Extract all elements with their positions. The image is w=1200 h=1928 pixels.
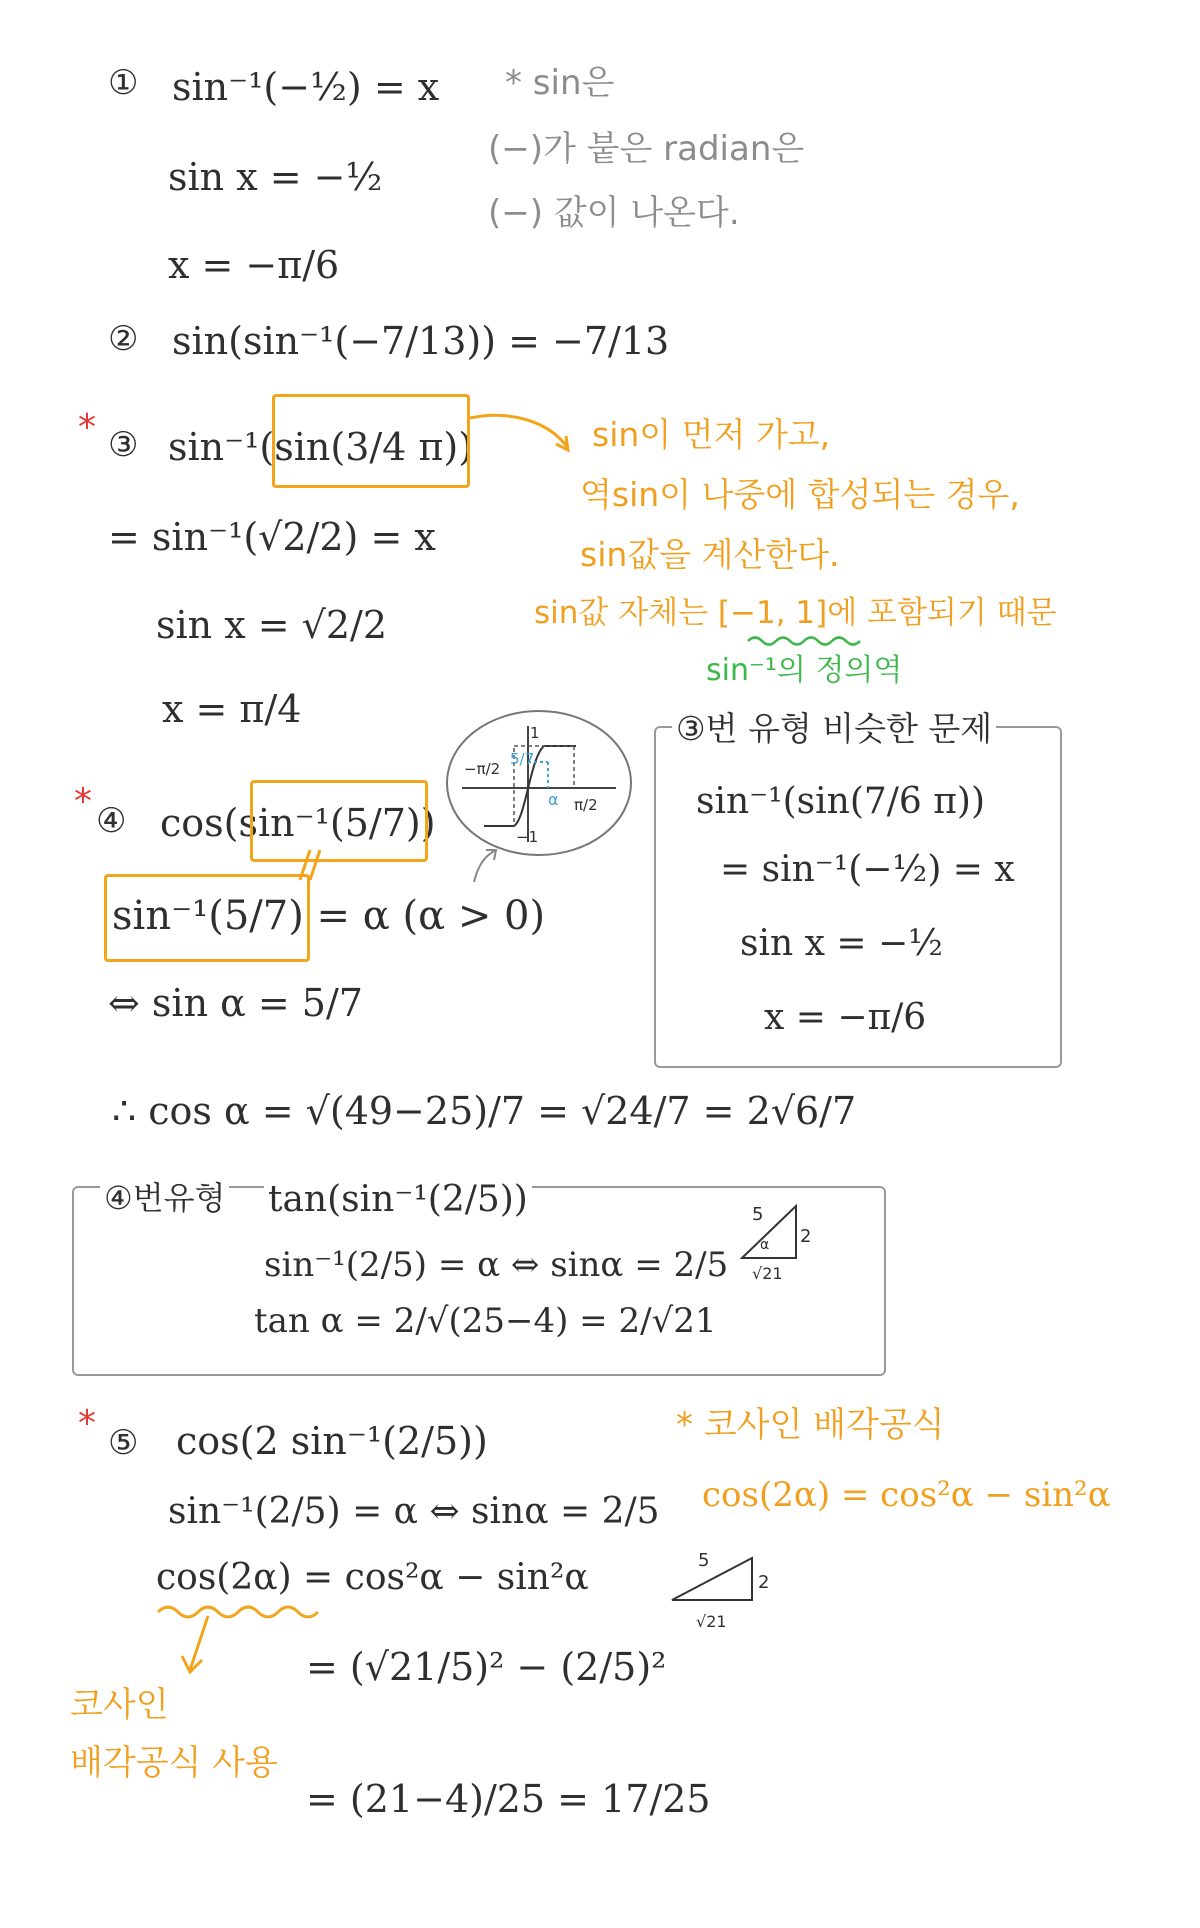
problem-5-expression: cos(2 sin⁻¹(2/5)) bbox=[176, 1419, 488, 1463]
problem-3-domain-note: sin⁻¹의 정의역 bbox=[706, 653, 903, 688]
problem-1-step-2: x = −π/6 bbox=[168, 243, 340, 287]
similar-problem-4-line-1: sin⁻¹(2/5) = α ⇔ sinα = 2/5 bbox=[264, 1245, 729, 1285]
problem-5-side-note-line-2: 배각공식 사용 bbox=[70, 1743, 278, 1783]
problem-4-step-2: ⇔ sin α = 5/7 bbox=[108, 981, 363, 1025]
problem-5-number: ⑤ bbox=[108, 1423, 139, 1463]
problem-3-star: * bbox=[78, 407, 96, 448]
similar-problem-3-line-1: sin⁻¹(sin(7/6 π)) bbox=[696, 781, 986, 822]
problem-5-triangle-opp: 2 bbox=[758, 1572, 770, 1593]
graph-label-neg-one: −1 bbox=[516, 828, 539, 846]
similar-problem-3-line-3: sin x = −½ bbox=[740, 923, 944, 964]
problem-5-note-title: * 코사인 배각공식 bbox=[676, 1405, 945, 1445]
graph-label-half-pi: π/2 bbox=[574, 796, 598, 814]
problem-3-step-1: = sin⁻¹(√2/2) = x bbox=[108, 515, 436, 559]
problem-5-star: * bbox=[78, 1403, 96, 1444]
problem-3-highlight-box bbox=[272, 394, 470, 488]
problem-5-step-1: sin⁻¹(2/5) = α ⇔ sinα = 2/5 bbox=[168, 1491, 660, 1532]
problem-4-highlight-box-1 bbox=[250, 780, 428, 862]
problem-5-step-4: = (21−4)/25 = 17/25 bbox=[306, 1777, 711, 1821]
problem-3-wavy-underline bbox=[748, 634, 868, 648]
problem-4-star: * bbox=[74, 781, 92, 822]
graph-pointer-arrow bbox=[470, 846, 510, 886]
problem-3-step-3: x = π/4 bbox=[162, 687, 302, 731]
problem-4-step-1: sin⁻¹(5/7) = α (α > 0) bbox=[112, 893, 546, 939]
problem-3-note-line-4: sin값 자체는 [−1, 1]에 포함되기 때문 bbox=[534, 595, 1057, 631]
problem-5-triangle-adj: √21 bbox=[696, 1612, 727, 1631]
problem-1-note-line-2: (−)가 붙은 radian은 bbox=[488, 129, 805, 169]
problem-5-triangle bbox=[668, 1550, 768, 1614]
problem-4-expression: cos(sin⁻¹(5/7)) bbox=[160, 801, 436, 845]
similar-problem-3-title: ③번 유형 비슷한 문제 bbox=[672, 712, 996, 745]
problem-4-step-3: ∴ cos α = √(49−25)/7 = √24/7 = 2√6/7 bbox=[112, 1089, 857, 1133]
similar-problem-3-line-2: = sin⁻¹(−½) = x bbox=[720, 849, 1015, 890]
problem-1-number: ① bbox=[108, 63, 139, 103]
similar-problem-4-title: ④번유형 bbox=[100, 1182, 229, 1214]
graph-label-alpha: α bbox=[548, 790, 559, 809]
problem-1-note-title: * sin은 bbox=[505, 63, 615, 103]
problem-5-triangle-hyp: 5 bbox=[698, 1550, 710, 1571]
problem-5-side-note-line-1: 코사인 bbox=[70, 1685, 169, 1725]
problem-5-note-formula: cos(2α) = cos²α − sin²α bbox=[702, 1475, 1111, 1515]
problem-3-note-line-3: sin값을 계산한다. bbox=[580, 535, 840, 574]
problem-3-arrow bbox=[468, 410, 578, 460]
problem-5-step-2: cos(2α) = cos²α − sin²α bbox=[156, 1557, 589, 1598]
problem-3-note-line-2: 역sin이 나중에 합성되는 경우, bbox=[580, 475, 1020, 514]
graph-label-one: 1 bbox=[530, 724, 540, 742]
problem-3-note-line-1: sin이 먼저 가고, bbox=[592, 415, 831, 454]
similar-problem-3-line-4: x = −π/6 bbox=[764, 997, 927, 1038]
similar-problem-4-triangle-opp: 2 bbox=[800, 1226, 812, 1247]
graph-label-five-sevenths: 5/7 bbox=[510, 750, 535, 768]
problem-3-expression: sin⁻¹(sin(3/4 π)) bbox=[168, 425, 474, 469]
similar-problem-4-expression: tan(sin⁻¹(2/5)) bbox=[264, 1182, 532, 1218]
problem-5-step-3: = (√21/5)² − (2/5)² bbox=[306, 1645, 667, 1689]
similar-problem-4-triangle-alpha: α bbox=[760, 1237, 770, 1253]
problem-4-number: ④ bbox=[96, 801, 127, 841]
problem-3-number: ③ bbox=[108, 425, 139, 465]
similar-problem-4-triangle bbox=[738, 1202, 808, 1262]
problem-2-expression: sin(sin⁻¹(−7/13)) = −7/13 bbox=[172, 319, 670, 363]
problem-4-equal-mark bbox=[290, 846, 326, 886]
similar-problem-4-triangle-hyp: 5 bbox=[752, 1204, 764, 1225]
problem-3-step-2: sin x = √2/2 bbox=[156, 603, 388, 647]
similar-problem-4-line-2: tan α = 2/√(25−4) = 2/√21 bbox=[254, 1301, 717, 1341]
similar-problem-4-triangle-adj: √21 bbox=[752, 1264, 783, 1283]
graph-label-neg-half-pi: −π/2 bbox=[464, 760, 501, 778]
problem-2-number: ② bbox=[108, 319, 139, 359]
problem-1-expression: sin⁻¹(−½) = x bbox=[172, 65, 440, 109]
problem-1-step-1: sin x = −½ bbox=[168, 155, 383, 199]
problem-1-note-line-3: (−) 값이 나온다. bbox=[488, 193, 740, 233]
problem-5-wavy-arrow bbox=[154, 1600, 334, 1680]
